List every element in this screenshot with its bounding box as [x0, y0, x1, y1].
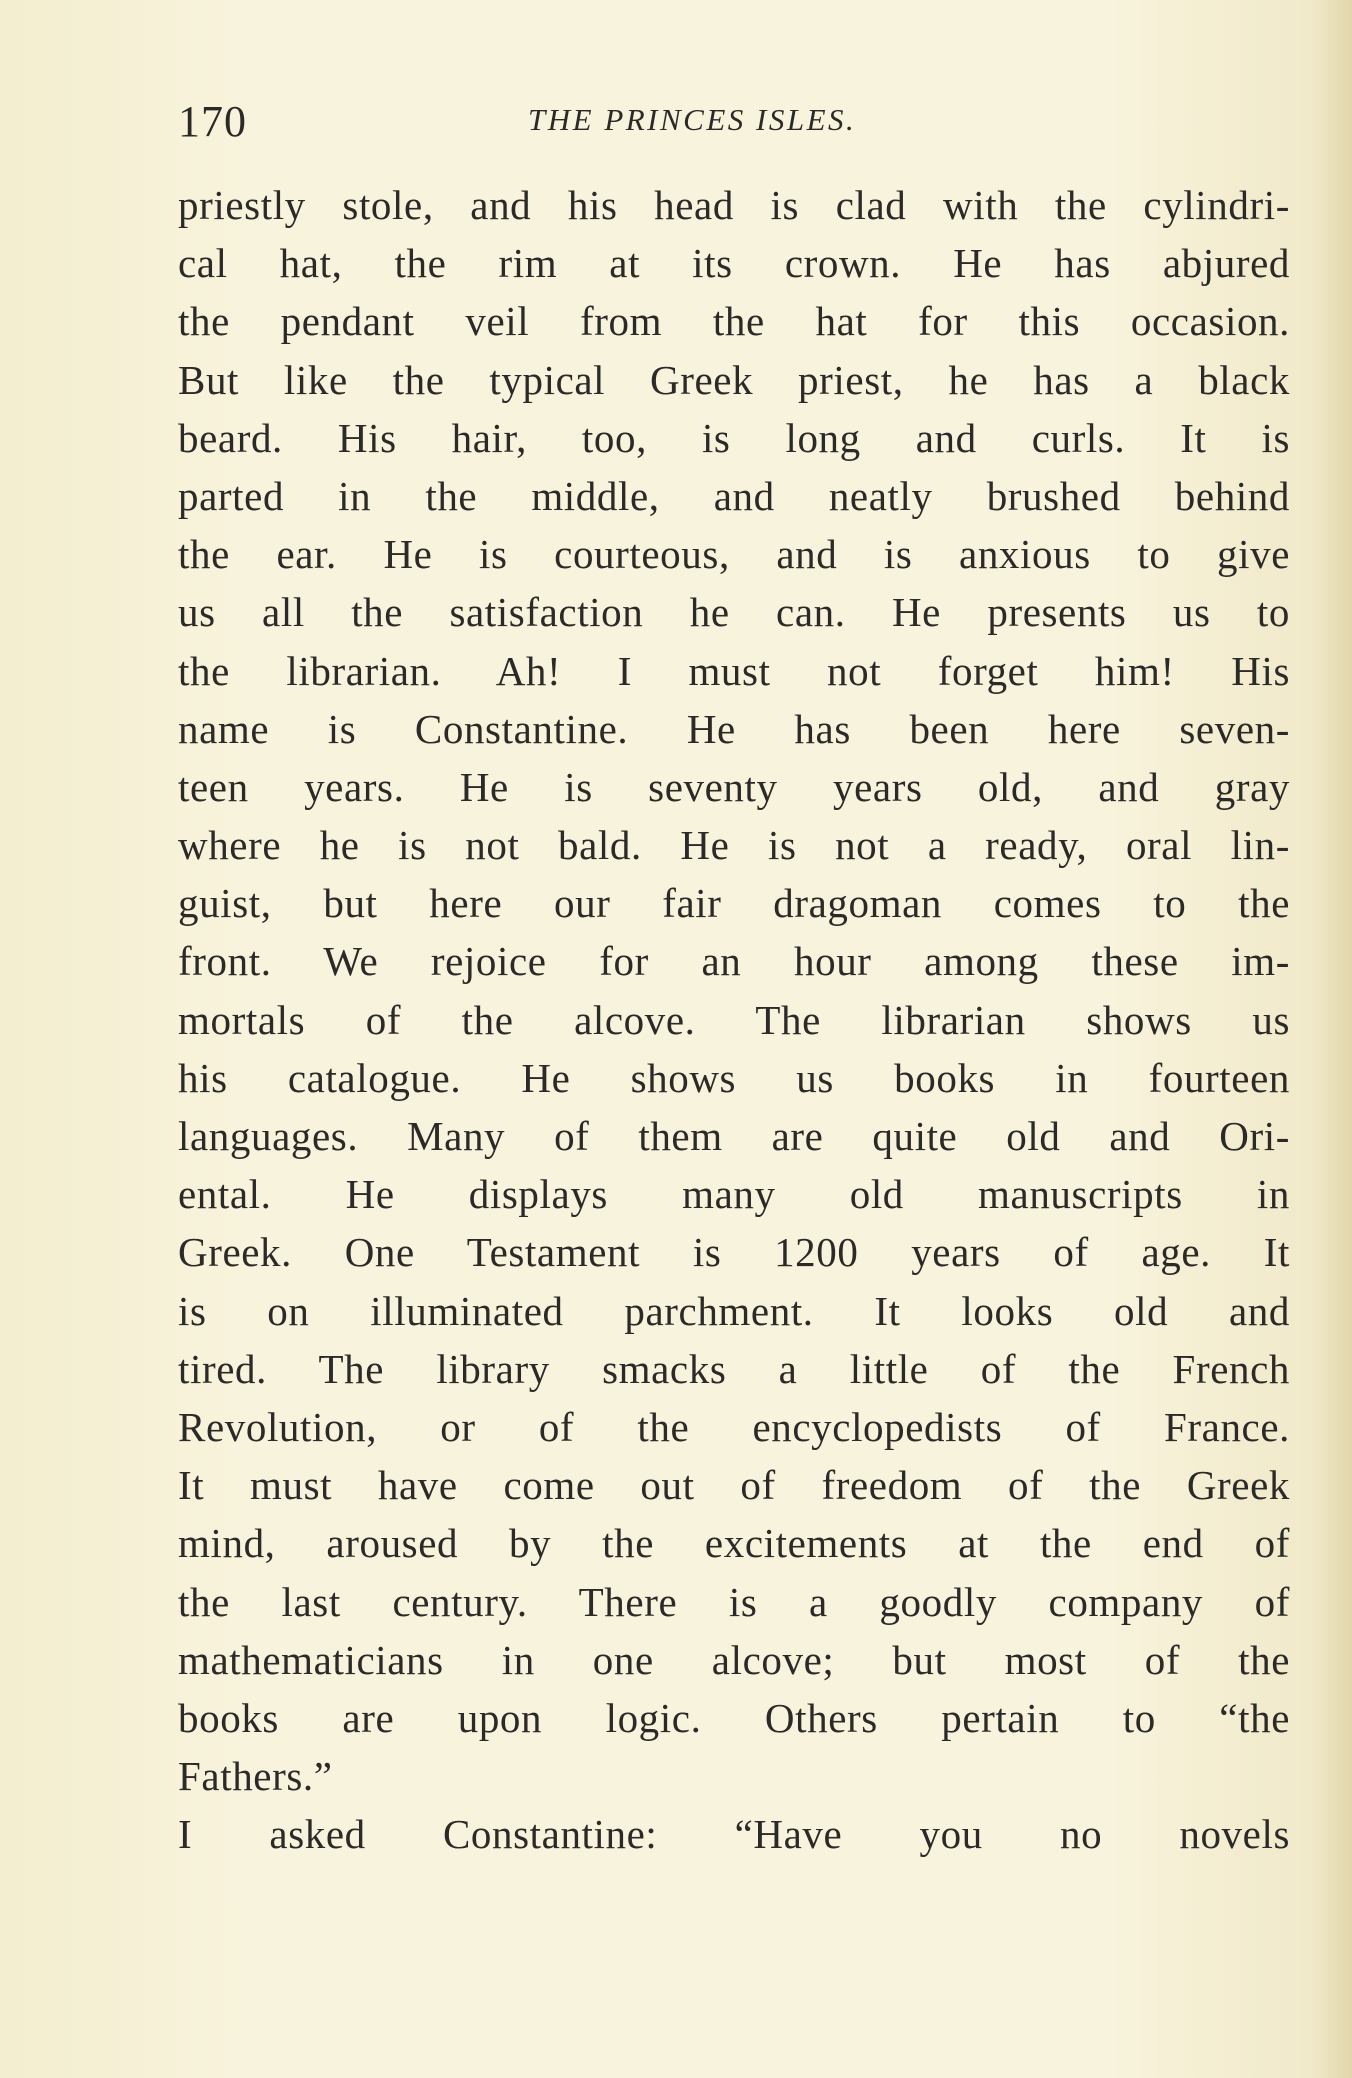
text-line: the pendant veil from the hat for this occasion. — [178, 298, 1290, 345]
text-line: It must have come out of freedom of the Greek — [178, 1462, 1290, 1509]
text-line: Fathers.” — [178, 1753, 333, 1800]
text-line: beard. His hair, too, is long and curls. It is — [178, 414, 1290, 461]
text-line: mortals of the alcove. The librarian shows us — [178, 996, 1290, 1043]
text-line: cal hat, the rim at its crown. He has abjured — [178, 240, 1290, 287]
text-line: But like the typical Greek priest, he has a black — [178, 356, 1290, 403]
page-number: 170 — [178, 97, 247, 146]
text-line: tired. The library smacks a little of the French — [178, 1345, 1290, 1392]
text-line: ental. He displays many old manuscripts in — [178, 1171, 1290, 1218]
text-line: languages. Many of them are quite old and Ori- — [178, 1113, 1290, 1159]
page-edge-shadow — [1312, 0, 1352, 2078]
text-line: front. We rejoice for an hour among these im- — [178, 938, 1290, 985]
text-line: Greek. One Testament is 1200 years of age. It — [178, 1229, 1290, 1276]
text-line: is on illuminated parchment. It looks old and — [178, 1287, 1290, 1334]
text-line: Revolution, or of the encyclopedists of France. — [178, 1403, 1290, 1450]
body-text — [178, 176, 1290, 1863]
text-line: mathematicians in one alcove; but most of the — [178, 1636, 1290, 1683]
page-header — [178, 96, 1178, 156]
text-line: the ear. He is courteous, and is anxious to give — [178, 531, 1290, 578]
text-line: the librarian. Ah! I must not forget him! His — [178, 647, 1290, 694]
running-head: THE PRINCES ISLES. — [528, 102, 857, 137]
text-line: teen years. He is seventy years old, and gray — [178, 763, 1290, 810]
text-line: us all the satisfaction he can. He presents us to — [178, 589, 1290, 636]
text-line: I asked Constantine: “Have you no novels — [178, 1811, 1290, 1858]
text-line: the last century. There is a goodly company of — [178, 1578, 1290, 1625]
text-line: where he is not bald. He is not a ready, oral lin- — [178, 822, 1290, 869]
text-line: books are upon logic. Others pertain to “the — [178, 1694, 1290, 1741]
text-line: mind, aroused by the excitements at the end of — [178, 1520, 1290, 1567]
text-line: priestly stole, and his head is clad with the cylindri- — [178, 182, 1290, 228]
text-line: his catalogue. He shows us books in fourteen — [178, 1054, 1290, 1101]
text-line: guist, but here our fair dragoman comes to the — [178, 880, 1290, 927]
text-line: parted in the middle, and neatly brushed behind — [178, 472, 1290, 519]
text-line: name is Constantine. He has been here seven- — [178, 705, 1290, 752]
